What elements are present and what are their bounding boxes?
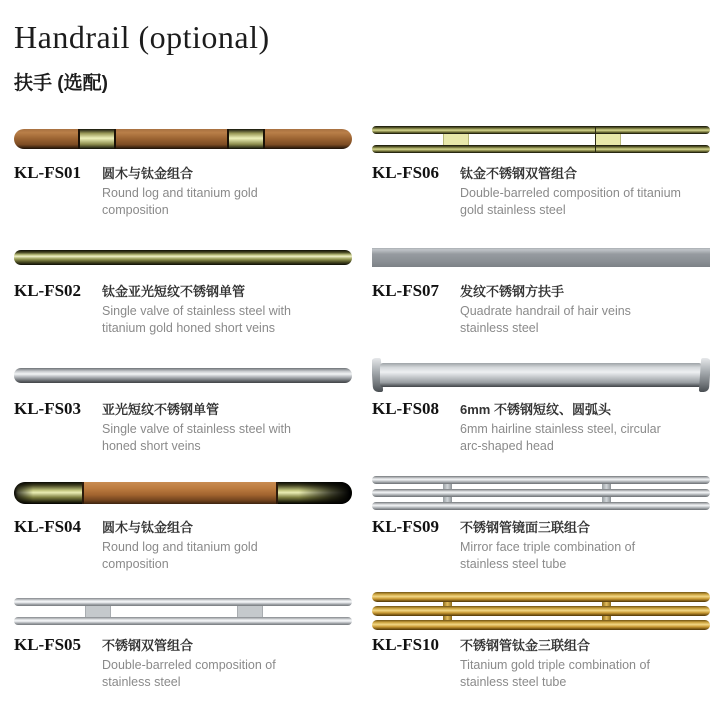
product-code: KL-FS04	[14, 517, 82, 537]
product-name-zh: 亚光短纹不锈钢单管	[102, 402, 220, 418]
product-desc-en: Round log and titanium gold composition	[102, 540, 258, 571]
product-name-zh: 不锈钢管钛金三联组合	[460, 638, 591, 654]
product-item-fs07	[372, 236, 710, 354]
product-code: KL-FS02	[14, 281, 82, 301]
product-desc-en: Round log and titanium gold composition	[102, 186, 258, 217]
product-name-zh: 发纹不锈钢方扶手	[460, 284, 565, 300]
product-item-fs02	[14, 236, 352, 354]
product-desc-en: Single valve of stainless steel with titanium gold honed short veins	[102, 304, 291, 335]
handrail-image-arc-head-bar	[372, 354, 710, 396]
handrail-image-square-gray-bar	[372, 236, 710, 278]
product-item-fs06	[372, 118, 710, 236]
handrail-image-wood-gold-ends	[14, 472, 352, 514]
product-code: KL-FS06	[372, 163, 440, 183]
product-desc-en: Double-barreled composition of titanium gold stainless steel	[460, 186, 681, 217]
product-item-fs04	[14, 472, 352, 590]
handrail-image-triple-gold-tube	[372, 590, 710, 632]
page-subtitle-zh: 扶手 (选配)	[14, 73, 108, 95]
product-desc-en: Mirror face triple combination of stainless steel tube	[460, 540, 636, 571]
handrail-image-triple-silver-tube	[372, 472, 710, 514]
product-code: KL-FS07	[372, 281, 440, 301]
product-name-zh: 圆木与钛金组合	[102, 520, 194, 536]
product-item-fs10	[372, 590, 710, 708]
product-name-zh: 钛金不锈钢双管组合	[460, 166, 578, 182]
product-desc-en: Titanium gold triple combination of stainless steel tube	[460, 658, 650, 689]
product-desc-en: Quadrate handrail of hair veins stainless steel	[460, 304, 631, 335]
product-name-zh: 钛金亚光短纹不锈钢单管	[102, 284, 246, 300]
product-name-zh: 圆木与钛金组合	[102, 166, 194, 182]
product-item-fs03	[14, 354, 352, 472]
product-code: KL-FS10	[372, 635, 440, 655]
product-desc-en: 6mm hairline stainless steel, circular arc-shaped head	[460, 422, 661, 453]
handrail-image-double-gold-tube	[372, 118, 710, 160]
product-code: KL-FS03	[14, 399, 82, 419]
handrail-image-double-silver-tube	[14, 590, 352, 632]
product-item-fs05	[14, 590, 352, 708]
product-code: KL-FS08	[372, 399, 440, 419]
product-code: KL-FS09	[372, 517, 440, 537]
product-code: KL-FS01	[14, 163, 82, 183]
page-title: Handrail (optional)	[14, 19, 270, 55]
handrail-image-wood-gold-bands	[14, 118, 352, 160]
handrail-image-silver-tube	[14, 354, 352, 396]
product-desc-en: Single valve of stainless steel with honed short veins	[102, 422, 291, 453]
product-name-zh: 不锈钢管镜面三联组合	[460, 520, 591, 536]
product-name-zh: 不锈钢双管组合	[102, 638, 194, 654]
product-item-fs09	[372, 472, 710, 590]
product-item-fs01	[14, 118, 352, 236]
product-desc-en: Double-barreled composition of stainless steel	[102, 658, 276, 689]
product-code: KL-FS05	[14, 635, 82, 655]
product-grid	[14, 118, 710, 708]
product-item-fs08	[372, 354, 710, 472]
handrail-image-gold-tube	[14, 236, 352, 278]
product-name-zh: 6mm 不锈钢短纹、圆弧头	[460, 402, 611, 418]
